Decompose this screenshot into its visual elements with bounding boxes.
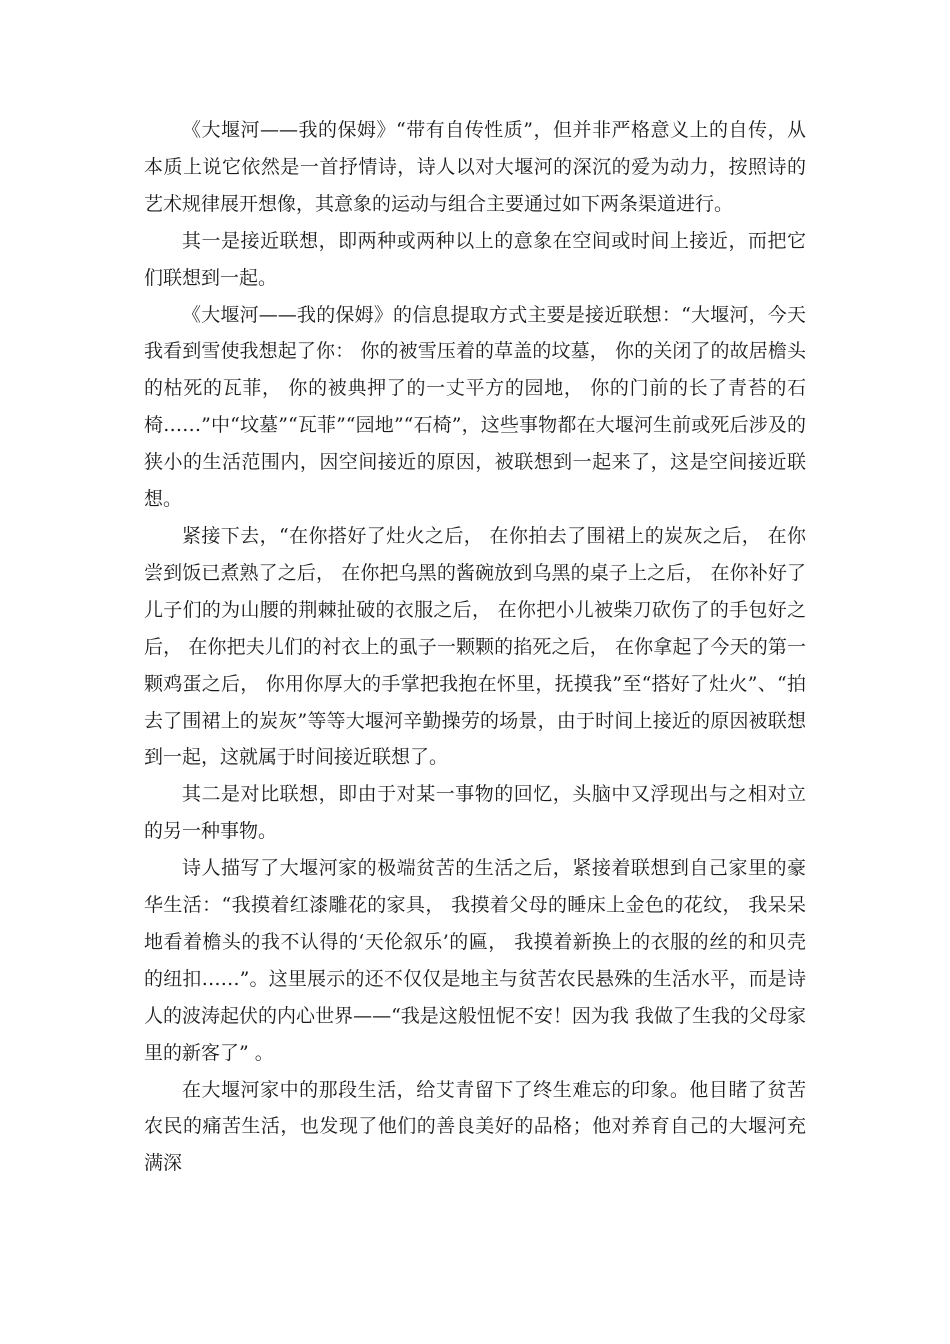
paragraph-4: 紧接下去，“在你搭好了灶火之后， 在你拍去了围裙上的炭灰之后， 在你尝到饭已煮熟了之后， 在你把乌黑的酱碗放到乌黑的桌子上之后， 在你补好了儿子们的为山腰的荆棘扯破的衣服之后， 在你把小儿被柴刀砍伤了的手包好之后， 在你把夫儿们的衬衣上的虱子一颗颗的掐死之后， 在你拿起了今天的第一颗鸡蛋之后， 你用你厚大的手掌把我抱在怀里，抚摸我”至“搭好了灶火”、“拍去了围裙上的炭灰”等等大堰河辛勤操劳的场景，由于时间上接近的原因被联想到一起，这就属于时间接近联想了。 (144, 524, 806, 769)
paragraph-6: 诗人描写了大堰河家的极端贫苦的生活之后，紧接着联想到自己家里的豪华生活：“我摸着红漆雕花的家具， 我摸着父母的睡床上金色的花纹， 我呆呆地看着檐头的我不认得的‘天伦叙乐’的匾， 我摸着新换上的衣服的丝的和贝壳的纽扣……”。这里展示的还不仅仅是地主与贫苦农民悬殊的生活水平，而是诗人的波涛起伏的内心世界——“我是这般忸怩不安！因为我 我做了生我的父母家里的新客了” 。 (144, 857, 806, 1064)
paragraph-3: 《大堰河——我的保姆》的信息提取方式主要是接近联想：“大堰河，今天我看到雪使我想起了你： 你的被雪压着的草盖的坟墓， 你的关闭了的故居檐头的枯死的瓦菲， 你的被典押了的一丈平方的园地， 你的门前的长了青苔的石椅……”中“坟墓”“瓦菲”“园地”“石椅”，这些事物都在大堰河生前或死后涉及的狭小的生活范围内，因空间接近的原因，被联想到一起来了，这是空间接近联想。 (144, 303, 806, 511)
paragraph-2: 其一是接近联想，即两种或两种以上的意象在空间或时间上接近，而把它们联想到一起。 (144, 229, 806, 289)
paragraph-1: 《大堰河——我的保姆》“带有自传性质”，但并非严格意义上的自传，从本质上说它依然是一首抒情诗，诗人以对大堰河的深沉的爱为动力，按照诗的艺术规律展开想像，其意象的运动与组合主要通过如下两条渠道进行。 (144, 119, 806, 215)
document-body (144, 112, 806, 1182)
paragraph-7: 在大堰河家中的那段生活，给艾青留下了终生难忘的印象。他目睹了贫苦农民的痛苦生活，也发现了他们的善良美好的品格；他对养育自己的大堰河充满深 (144, 1078, 806, 1175)
paragraph-5: 其二是对比联想，即由于对某一事物的回忆，头脑中又浮现出与之相对立的另一种事物。 (144, 783, 806, 843)
